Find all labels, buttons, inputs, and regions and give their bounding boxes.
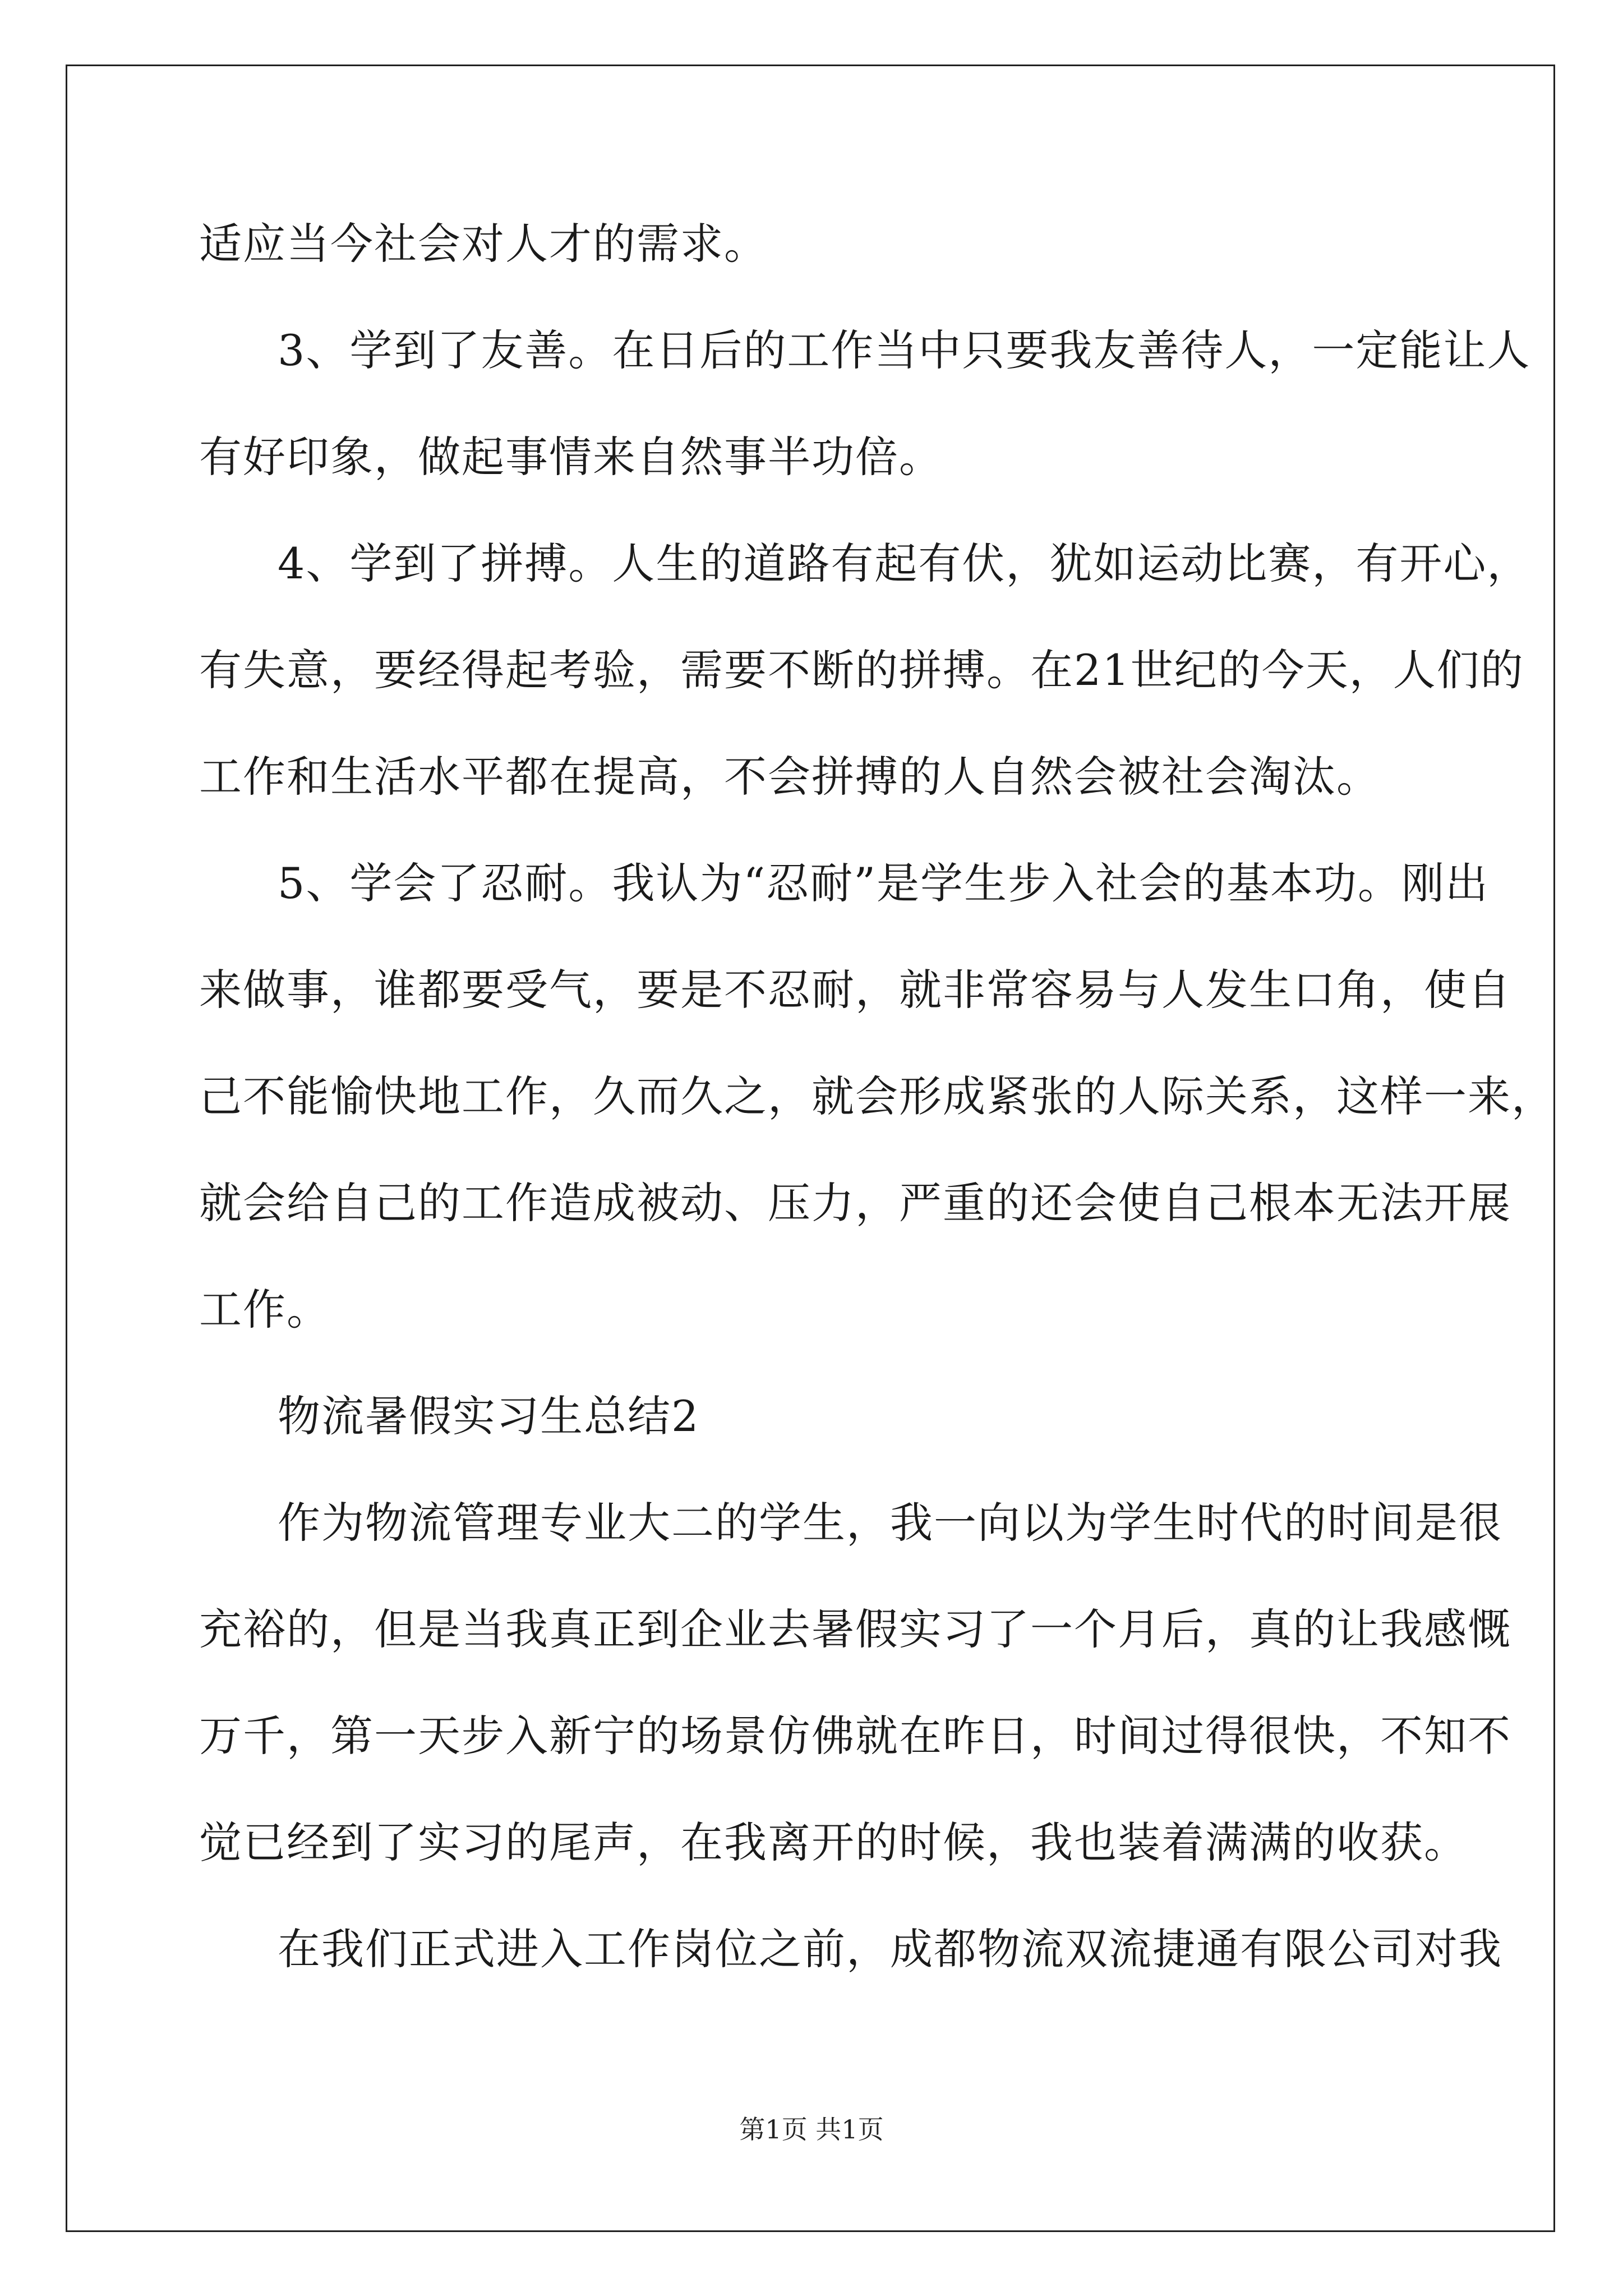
text-line: 3、学到了友善。在日后的工作当中只要我友善待人，一定能让人 <box>278 325 1531 375</box>
page-border <box>66 65 1555 2232</box>
text-line: 工作和生活水平都在提高，不会拼搏的人自然会被社会淘汰。 <box>199 752 1380 802</box>
text-line: 就会给自己的工作造成被动、压力，严重的还会使自己根本无法开展 <box>199 1178 1511 1228</box>
text-line: 作为物流管理专业大二的学生，我一向以为学生时代的时间是很 <box>278 1498 1502 1548</box>
text-line: 适应当今社会对人才的需求。 <box>199 219 768 269</box>
text-line: 5、学会了忍耐。我认为“忍耐”是学生步入社会的基本功。刚出 <box>278 858 1490 908</box>
text-line: 来做事，谁都要受气，要是不忍耐，就非常容易与人发生口角，使自 <box>199 965 1511 1015</box>
text-line: 万千，第一天步入新宁的场景仿佛就在昨日，时间过得很快，不知不 <box>199 1711 1511 1761</box>
page-footer: 第1页 共1页 <box>739 2114 884 2145</box>
text-line: 充裕的，但是当我真正到企业去暑假实习了一个月后，真的让我感慨 <box>199 1604 1511 1654</box>
text-line: 工作。 <box>199 1285 330 1335</box>
section-heading: 物流暑假实习生总结2 <box>278 1391 700 1441</box>
text-line: 觉已经到了实习的尾声，在我离开的时候，我也装着满满的收获。 <box>199 1818 1468 1867</box>
text-line: 有好印象，做起事情来自然事半功倍。 <box>199 432 943 482</box>
text-line: 4、学到了拼搏。人生的道路有起有伏，犹如运动比赛，有开心， <box>278 539 1531 588</box>
text-line: 有失意，要经得起考验，需要不断的拼搏。在21世纪的今天，人们的 <box>199 645 1524 695</box>
text-line: 在我们正式进入工作岗位之前，成都物流双流捷通有限公司对我 <box>278 1924 1502 1974</box>
text-line: 己不能愉快地工作，久而久之，就会形成紧张的人际关系，这样一来， <box>199 1071 1555 1121</box>
